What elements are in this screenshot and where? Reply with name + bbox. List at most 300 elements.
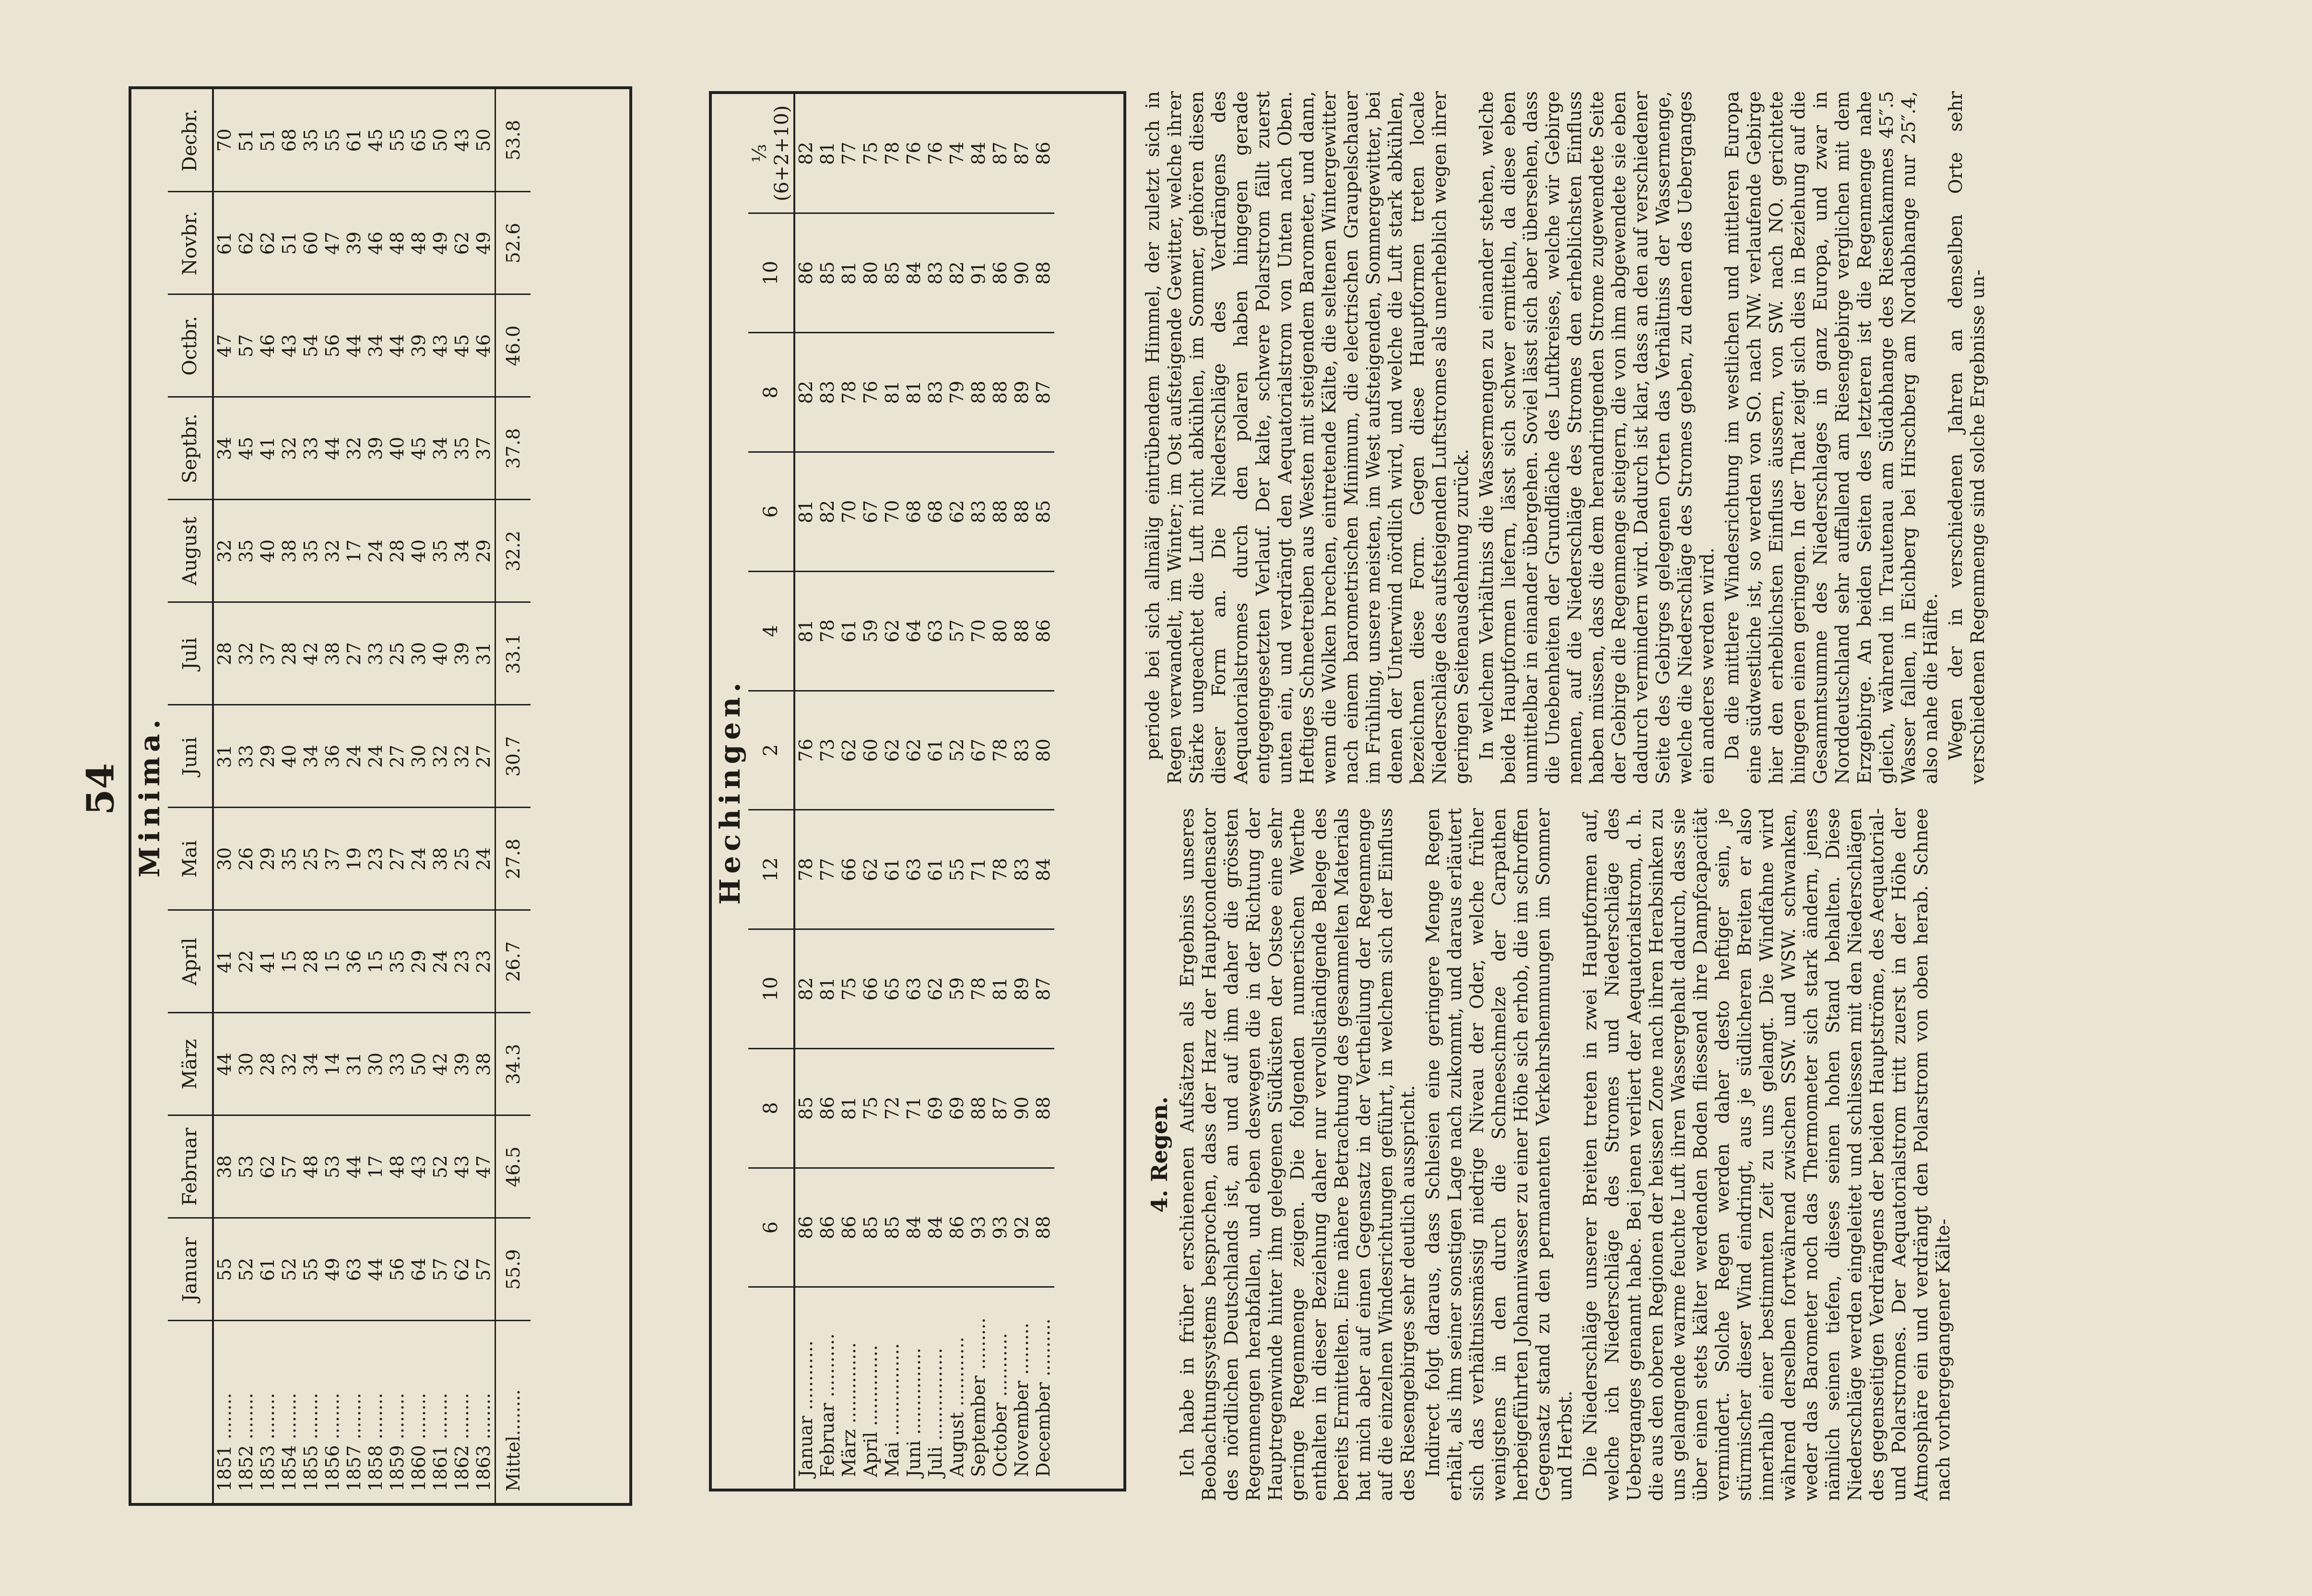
table-cell: 44 [387,294,408,397]
table-cell: 24 [365,500,387,602]
table-cell: 74 [946,94,968,213]
table-row [925,94,946,1489]
table-cell: 67 [860,452,882,571]
column-header: April [168,910,213,1013]
column-header: 2 [748,691,794,810]
table-cell: 75 [860,1048,882,1168]
table-cell: 32 [213,500,236,602]
row-label: Februar ........... [817,1333,838,1477]
table-row [236,89,257,1503]
table-cell: 55 [946,810,968,929]
table-cell: 25 [451,808,473,910]
table-cell: 33 [300,397,322,500]
table-cell: 81 [794,452,817,571]
column-header: 12 [748,810,794,929]
table-cell: 92 [1011,1168,1033,1287]
table-cell: 51 [257,89,279,192]
table-cell: 55.9 [495,1218,531,1321]
table-cell: 61 [213,192,236,294]
table-row [322,89,343,1503]
table-cell: 83 [925,333,946,452]
table-cell: 79 [946,333,968,452]
table-cell: 75 [838,929,860,1049]
row-label: 1851 ........ [214,1393,235,1491]
column-header: Septbr. [168,397,213,500]
table-cell: 62 [860,810,882,929]
row-label: März .............. [838,1342,860,1477]
table-cell: 87 [1033,929,1054,1049]
table-cell: 63 [925,571,946,691]
table-cell: 14 [322,1013,343,1115]
table-row [968,94,990,1489]
table-row [365,89,387,1503]
table-cell: 76 [903,94,925,213]
table-cell: 63 [903,929,925,1049]
table-row [817,94,838,1489]
table-cell: 78 [968,929,990,1049]
table-cell: 35 [236,500,257,602]
table-cell: 36 [322,705,343,808]
table-row [946,94,968,1489]
table-cell: 66 [838,810,860,929]
table-cell: 81 [838,1048,860,1168]
table-cell: 41 [257,910,279,1013]
table-cell: 64 [903,571,925,691]
table-cell: 69 [946,1048,968,1168]
table-cell: 93 [968,1168,990,1287]
table-cell: 84 [968,94,990,213]
table-cell: 32 [430,705,451,808]
table-cell: 82 [794,94,817,213]
hechingen-title: Hechingen. [714,678,746,905]
table-cell: 49 [322,1218,343,1321]
table-cell: 86 [1033,94,1054,213]
table-cell: 78 [990,691,1011,810]
table-cell: 78 [882,94,903,213]
table-row [279,89,300,1503]
table-cell: 62 [925,929,946,1049]
table-cell: 63 [343,1218,365,1321]
table-cell: 52 [946,691,968,810]
table-cell: 48 [387,192,408,294]
table-cell: 71 [903,1048,925,1168]
table-row [257,89,279,1503]
table-cell: 24 [343,705,365,808]
table-cell: 57 [473,1218,495,1321]
table-cell: 68 [903,452,925,571]
table-cell: 85 [1033,452,1054,571]
table-cell: 59 [860,571,882,691]
table-cell: 81 [817,94,838,213]
column-header: Februar [168,1115,213,1218]
column-header: 10 [748,213,794,333]
table-cell: 43 [279,294,300,397]
paragraph: Da die mittlere Windesrichtung im westlichen und mittleren Europa eine südwestliche ist, so werden von SO. nach NW. verlaufende Gebirge hier den erheblichsten Einfluss äussern, von SW. nach NO. gerichtete hingegen einen geringen. In der That zeigt sich dies in Beziehung auf die Gesammtsumme des Niederschlages in ganz Europa, und zwar in Norddeutschland sehr auffallend am Riesengebirge verglichen mit dem Erzgebirge. An beiden Seiten des letzteren ist die Regenmenge nahe gleich, während in Trautenau am Südabhange des Riesenkammes 45″.5 Wasser fallen, in Eichberg bei Hirschberg am Nordabhange nur 25″.4, also nahe die Hälfte. [1722,91,1941,784]
table-cell: 76 [925,94,946,213]
table-cell: 47 [213,294,236,397]
table-cell: 27 [387,705,408,808]
table-cell: 70 [838,452,860,571]
row-label: Juli ................ [925,1348,946,1477]
table-cell: 29 [257,705,279,808]
table-cell: 39 [451,602,473,705]
table-cell: 44 [343,1115,365,1218]
table-cell: 49 [473,192,495,294]
table-cell: 62 [946,452,968,571]
table-cell: 88 [1033,1168,1054,1287]
table-cell: 82 [817,452,838,571]
table-cell: 32 [343,397,365,500]
row-label: October ........... [990,1333,1011,1477]
table-cell: 38 [279,500,300,602]
table-cell: 82 [794,333,817,452]
table-row [860,94,882,1489]
table-cell: 87 [1011,94,1033,213]
column-header-label [748,1287,794,1489]
table-cell: 47 [473,1115,495,1218]
column-header: August [168,500,213,602]
table-cell: 77 [838,94,860,213]
table-cell: 50 [473,89,495,192]
column-header: 8 [748,333,794,452]
table-cell: 75 [860,94,882,213]
table-cell: 48 [408,192,430,294]
row-label: 1856 ........ [322,1393,343,1491]
table-cell: 52 [236,1218,257,1321]
table-cell: 44 [343,294,365,397]
table-cell: 82 [794,929,817,1049]
table-cell: 34 [300,1013,322,1115]
table-cell: 50 [430,89,451,192]
table-cell: 66 [860,929,882,1049]
table-row [473,89,495,1503]
table-cell: 60 [860,691,882,810]
text-column-left [1142,808,1992,1501]
table-cell: 33 [387,1013,408,1115]
table-cell: 33.1 [495,602,531,705]
table-row [451,89,473,1503]
table-cell: 23 [473,910,495,1013]
table-cell: 61 [882,810,903,929]
row-label: 1859 ........ [387,1393,408,1491]
paragraph: Indirect folgt daraus, dass Schlesien eine geringere Menge Regen erhält, als ihm seiner sonstigen Lage nach zukommt, und daraus erläutert sich das verhältnissmässig niedrige Niveau der Oder, welche früher wenigstens in den durch die Schneeschmelze der Carpathen herbeigeführten Johanniwasser zu einer Höhe sich erhob, die im schroffen Gegensatz stand zu den permanenten Verkehrshemmungen im Sommer und Herbst. [1422,808,1576,1501]
table-cell: 73 [817,691,838,810]
table-cell: 89 [1011,333,1033,452]
table-cell: 38 [473,1013,495,1115]
table-cell: 46 [473,294,495,397]
table-cell: 28 [213,602,236,705]
table-cell: 53 [322,1115,343,1218]
table-cell: 48 [300,1115,322,1218]
row-label: 1857 ........ [343,1393,365,1491]
table-row [213,89,236,1503]
column-header: 8 [748,1048,794,1168]
table-cell: 88 [1033,1048,1054,1168]
column-header: März [168,1013,213,1115]
table-cell: 52 [430,1115,451,1218]
table-row [300,89,322,1503]
table-cell: 41 [213,910,236,1013]
table-cell: 81 [903,333,925,452]
column-header: Mai [168,808,213,910]
table-cell: 43 [430,294,451,397]
row-label: 1854 ........ [279,1393,300,1491]
table-cell: 47 [322,192,343,294]
table-cell: 81 [990,929,1011,1049]
minima-table-frame [129,86,632,1506]
table-cell: 34 [451,500,473,602]
table-cell: 45 [451,294,473,397]
table-cell: 30 [365,1013,387,1115]
table-cell: 51 [279,192,300,294]
table-cell: 93 [990,1168,1011,1287]
row-label: 1855 ........ [300,1393,321,1491]
table-cell: 36 [343,910,365,1013]
table-cell: 45 [236,397,257,500]
table-cell: 32 [279,1013,300,1115]
table-cell: 35 [279,808,300,910]
column-header: Januar [168,1218,213,1321]
table-cell: 61 [925,810,946,929]
table-cell: 78 [817,571,838,691]
row-label: 1862 ........ [451,1393,472,1491]
minima-table [168,89,531,1503]
table-cell: 44 [322,397,343,500]
table-cell: 28 [279,602,300,705]
table-cell: 69 [925,1048,946,1168]
table-cell: 76 [794,691,817,810]
table-row [1011,94,1033,1489]
table-cell: 80 [990,571,1011,691]
table-cell: 39 [365,397,387,500]
table-cell: 29 [257,808,279,910]
table-cell: 72 [882,1048,903,1168]
table-cell: 43 [451,1115,473,1218]
table-cell: 35 [300,89,322,192]
table-cell: 28 [257,1013,279,1115]
table-cell: 55 [213,1218,236,1321]
table-cell: 83 [1011,810,1033,929]
table-cell: 30 [236,1013,257,1115]
table-row [794,94,817,1489]
table-cell: 34 [300,705,322,808]
table-cell: 87 [990,94,1011,213]
table-cell: 34 [365,294,387,397]
table-cell: 34 [430,397,451,500]
text-column-right [1142,91,1992,784]
table-cell: 83 [925,213,946,333]
row-label: Mittel........ [495,1321,531,1503]
table-cell: 91 [968,213,990,333]
table-row [903,94,925,1489]
table-cell: 61 [257,1218,279,1321]
row-label: 1863 ........ [473,1393,494,1491]
column-header: ⅓ (6+2+10) [748,94,794,213]
table-row [387,89,408,1503]
table-cell: 52 [279,1218,300,1321]
table-cell: 80 [1033,691,1054,810]
table-cell: 54 [300,294,322,397]
table-cell: 32.2 [495,500,531,602]
table-cell: 62 [451,1218,473,1321]
table-cell: 81 [794,571,817,691]
row-label: 1861 ........ [430,1393,451,1491]
table-cell: 40 [387,397,408,500]
table-cell: 40 [279,705,300,808]
table-cell: 30.7 [495,705,531,808]
table-cell: 24 [473,808,495,910]
table-cell: 29 [473,500,495,602]
table-cell: 45 [408,397,430,500]
table-cell: 62 [257,192,279,294]
table-cell: 61 [925,691,946,810]
column-header: Octbr. [168,294,213,397]
table-cell: 50 [408,1013,430,1115]
table-cell: 86 [946,1168,968,1287]
table-cell: 88 [990,452,1011,571]
table-cell: 22 [236,910,257,1013]
table-cell: 33 [365,602,387,705]
row-label: 1860 ........ [408,1393,429,1491]
table-cell: 23 [451,910,473,1013]
table-cell: 42 [300,602,322,705]
table-cell: 85 [882,213,903,333]
table-cell: 44 [213,1013,236,1115]
table-cell: 46 [365,192,387,294]
table-cell: 90 [1011,1048,1033,1168]
row-label: Juni ............... [903,1348,924,1477]
table-cell: 59 [946,929,968,1049]
table-cell: 30 [408,602,430,705]
table-cell: 40 [257,500,279,602]
table-cell: 61 [838,571,860,691]
table-cell: 68 [925,452,946,571]
table-row [882,94,903,1489]
column-header: Juni [168,705,213,808]
table-cell: 70 [882,452,903,571]
table-cell: 49 [430,192,451,294]
body-text [1142,91,2206,1501]
row-label: April .............. [860,1345,881,1477]
table-cell: 23 [365,808,387,910]
table-cell: 86 [817,1048,838,1168]
table-cell: 40 [430,602,451,705]
table-cell: 62 [882,571,903,691]
table-cell: 56 [322,294,343,397]
table-cell: 57 [430,1218,451,1321]
page-number: 54 [79,763,123,815]
table-cell: 62 [451,192,473,294]
table-cell: 84 [903,1168,925,1287]
table-cell: 38 [430,808,451,910]
row-label: 1852 ........ [236,1393,257,1491]
table-cell: 86 [817,1168,838,1287]
row-label: 1858 ........ [365,1393,386,1491]
table-row [430,89,451,1503]
table-cell: 60 [300,192,322,294]
table-cell: 24 [430,910,451,1013]
table-cell: 17 [343,500,365,602]
paragraph: Ich habe in früher erschienenen Aufsätzen als Ergebniss unseres Beobachtungssystems besprochen, dass der Harz der Hauptcondensator des nördlichen Deutschlands ist, an und auf ihm daher die grössten Regenmengen herabfallen, und eben deswegen die in der Richtung der Hauptregenwinde hinter ihm gelegenen Südküsten der Ostsee eine sehr geringe Regenmenge zeigen. Die folgenden numerischen Werthe enthalten in dieser Beziehung daher nur vervollständigende Belege des bereits Ermittelten. Eine nähere Betrachtung des gesammelten Materials hat mich aber auf einen Gegensatz in der Vertheilung der Regenmenge auf die einzelnen Windesrichtungen geführt, in welchem sich der Einfluss des Riesengebirges sehr deutlich ausspricht. [1177,808,1418,1501]
column-header: Decbr. [168,89,213,192]
table-cell: 62 [236,192,257,294]
minima-title: Minima. [133,715,166,878]
table-cell: 28 [387,500,408,602]
table-cell: 88 [1033,213,1054,333]
table-row [1033,94,1054,1489]
table-cell: 38 [213,1115,236,1218]
table-cell: 62 [838,691,860,810]
paragraph: Wegen der in verschiedenen Jahren an denselben Orte sehr verschiedenen Regenmenge sind solche Ergebnisse un- [1945,91,1988,784]
table-cell: 37 [257,602,279,705]
table-cell: 51 [236,89,257,192]
table-cell: 81 [882,333,903,452]
table-cell: 35 [451,397,473,500]
table-cell: 76 [860,333,882,452]
paragraph: In welchem Verhältniss die Wassermengen zu einander stehen, welche beide Hauptformen liefern, lässt sich schwer ermitteln, da diese eben unmittelbar in einander übergehen. Soviel lässt sich aber übersehen, dass die Unebenheiten der Grundfläche des Luftkreises, welche wir Gebirge nennen, auf die Niederschläge des Stromes den erheblichsten Einfluss haben müssen, dass die dem herandringenden Strome zugewendete Seite der Gebirge die Regenmenge steigern, die von ihm abgewendete sie eben dadurch vermindern wird. Dadurch ist klar, dass an den auf verschiedener Seite des Gebirges gelegenen Orten das Verhältniss der Wassermenge, welche die Niederschläge des Stromes geben, zu denen des Ueberganges ein anderes werden wird. [1476,91,1718,784]
table-cell: 82 [946,213,968,333]
table-cell: 28 [300,910,322,1013]
table-cell: 86 [838,1168,860,1287]
table-cell: 27 [343,602,365,705]
table-cell: 88 [968,333,990,452]
row-label: September ......... [968,1317,989,1477]
table-cell: 62 [882,691,903,810]
table-cell: 55 [387,89,408,192]
table-cell: 88 [1011,571,1033,691]
table-cell: 78 [990,810,1011,929]
column-header: Novbr. [168,192,213,294]
column-header: 6 [748,452,794,571]
table-cell: 81 [838,213,860,333]
table-cell: 84 [1033,810,1054,929]
table-cell: 31 [213,705,236,808]
table-cell: 70 [968,571,990,691]
paragraph: Die Niederschläge unserer Breiten treten in zwei Hauptformen auf, welche ich Niederschläge des Stromes und Niederschläge des Ueberganges genannt habe. Bei jenen verliert der Aequatorialstrom, d. h. die aus den oberen Regionen der heissen Zone nach ihren Herabsinken zu uns gelangende warme feuchte Luft ihren Wassergehalt dadurch, dass sie über einen stets kälter werdenden Boden fliessend ihre Dampfcapacität vermindert. Solche Regen werden daher desto heftiger sein, je stürmischer dieser Wind eindringt, aus je südlicheren Breiten er also innerhalb einer bestimmten Zeit zu uns gelangt. Die Windfahne wird während derselben fortwährend zwischen SSW. und WSW. schwanken, weder das Barometer noch das Thermometer sich stark ändern, jenes nämlich seinen tiefen, dieses seinen hohen Stand behalten. Diese Niederschläge werden eingeleitet und schliessen mit den Niederschlägen des gegenseitigen Verdrängens der beiden Hauptströme, des Aequatorial- und Polarstromes. Der Aequatorialstrom tritt zuerst in der Höhe der Atmosphäre ein und verdrängt den Polarstrom von oben herab. Schnee nach vorhergegangener Kälte- [1580,808,1954,1501]
table-row [495,89,531,1503]
table-cell: 35 [300,500,322,602]
row-label: December .......... [1033,1318,1054,1477]
column-header: 10 [748,929,794,1049]
table-cell: 77 [817,810,838,929]
table-cell: 88 [990,333,1011,452]
table-cell: 30 [213,808,236,910]
row-label: August ............ [946,1337,967,1477]
table-cell: 46.0 [495,294,531,397]
column-header: Juli [168,602,213,705]
table-cell: 86 [990,213,1011,333]
table-cell: 84 [903,213,925,333]
table-cell: 80 [860,213,882,333]
table-cell: 57 [236,294,257,397]
table-cell: 19 [343,808,365,910]
table-cell: 42 [430,1013,451,1115]
table-cell: 37 [473,397,495,500]
table-cell: 34 [213,397,236,500]
table-cell: 83 [817,333,838,452]
table-cell: 67 [968,691,990,810]
table-cell: 43 [451,89,473,192]
table-cell: 33 [236,705,257,808]
table-cell: 57 [946,571,968,691]
table-cell: 40 [408,500,430,602]
row-label: Mai ................ [882,1343,903,1477]
table-cell: 86 [794,1168,817,1287]
table-cell: 52.6 [495,192,531,294]
table-cell: 65 [882,929,903,1049]
table-cell: 62 [903,691,925,810]
table-row [408,89,430,1503]
